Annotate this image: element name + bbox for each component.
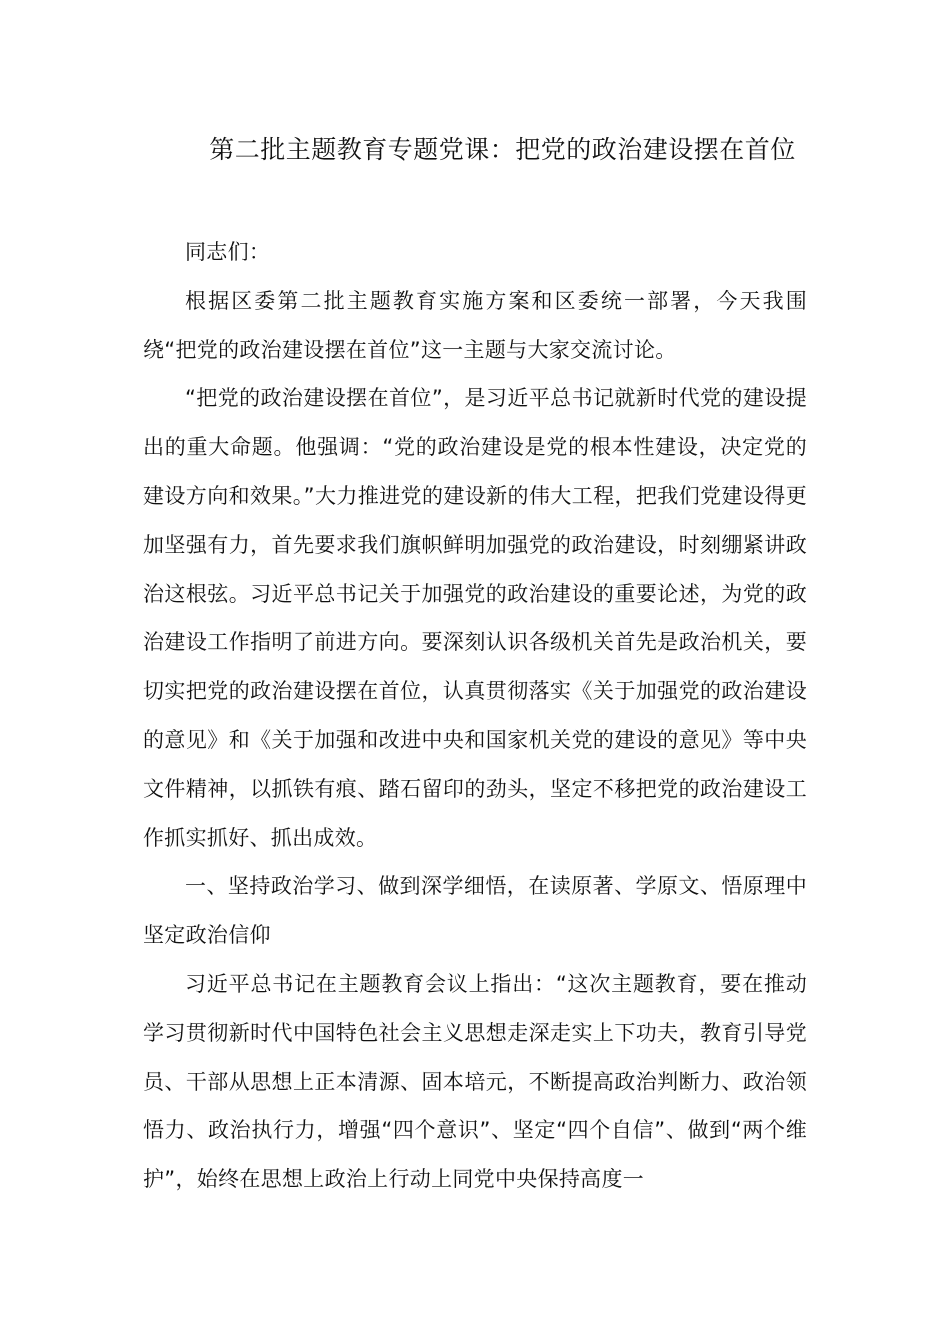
document-title: 第二批主题教育专题党课：把党的政治建设摆在首位 [209, 135, 796, 164]
intro-paragraph: 根据区委第二批主题教育实施方案和区委统一部署，今天我围绕“把党的政治建设摆在首位”这一主题与大家交流讨论。 [143, 288, 807, 362]
body-paragraph: 习近平总书记在主题教育会议上指出：“这次主题教育，要在推动学习贯彻新时代中国特色社会主义思想走深走实上下功夫，教育引导党员、干部从思想上正本清源、固本培元，不断提高政治判断力、政治领悟力、政治执行力，增强“四个意识”、坚定“四个自信”、做到“两个维护”，始终在思想上政治上行动上同党中央保持高度一 [143, 971, 807, 1192]
body-paragraph: “把党的政治建设摆在首位”，是习近平总书记就新时代党的建设提出的重大命题。他强调：“党的政治建设是党的根本性建设，决定党的建设方向和效果。”大力推进党的建设新的伟大工程，把我们党建设得更加坚强有力，首先要求我们旗帜鲜明加强党的政治建设，时刻绷紧讲政治这根弦。习近平总书记关于加强党的政治建设的重要论述，为党的政治建设工作指明了前进方向。要深刻认识各级机关首先是政治机关，要切实把党的政治建设摆在首位，认真贯彻落实《关于加强党的政治建设的意见》和《关于加强和改进中央和国家机关党的建设的意见》等中央文件精神，以抓铁有痕、踏石留印的劲头，坚定不移把党的政治建设工作抓实抓好、抓出成效。 [143, 386, 807, 850]
salutation-paragraph: 同志们： [185, 240, 271, 264]
section-heading: 一、坚持政治学习、做到深学细悟，在读原著、学原文、悟原理中坚定政治信仰 [143, 874, 807, 948]
document-body [143, 228, 807, 1204]
